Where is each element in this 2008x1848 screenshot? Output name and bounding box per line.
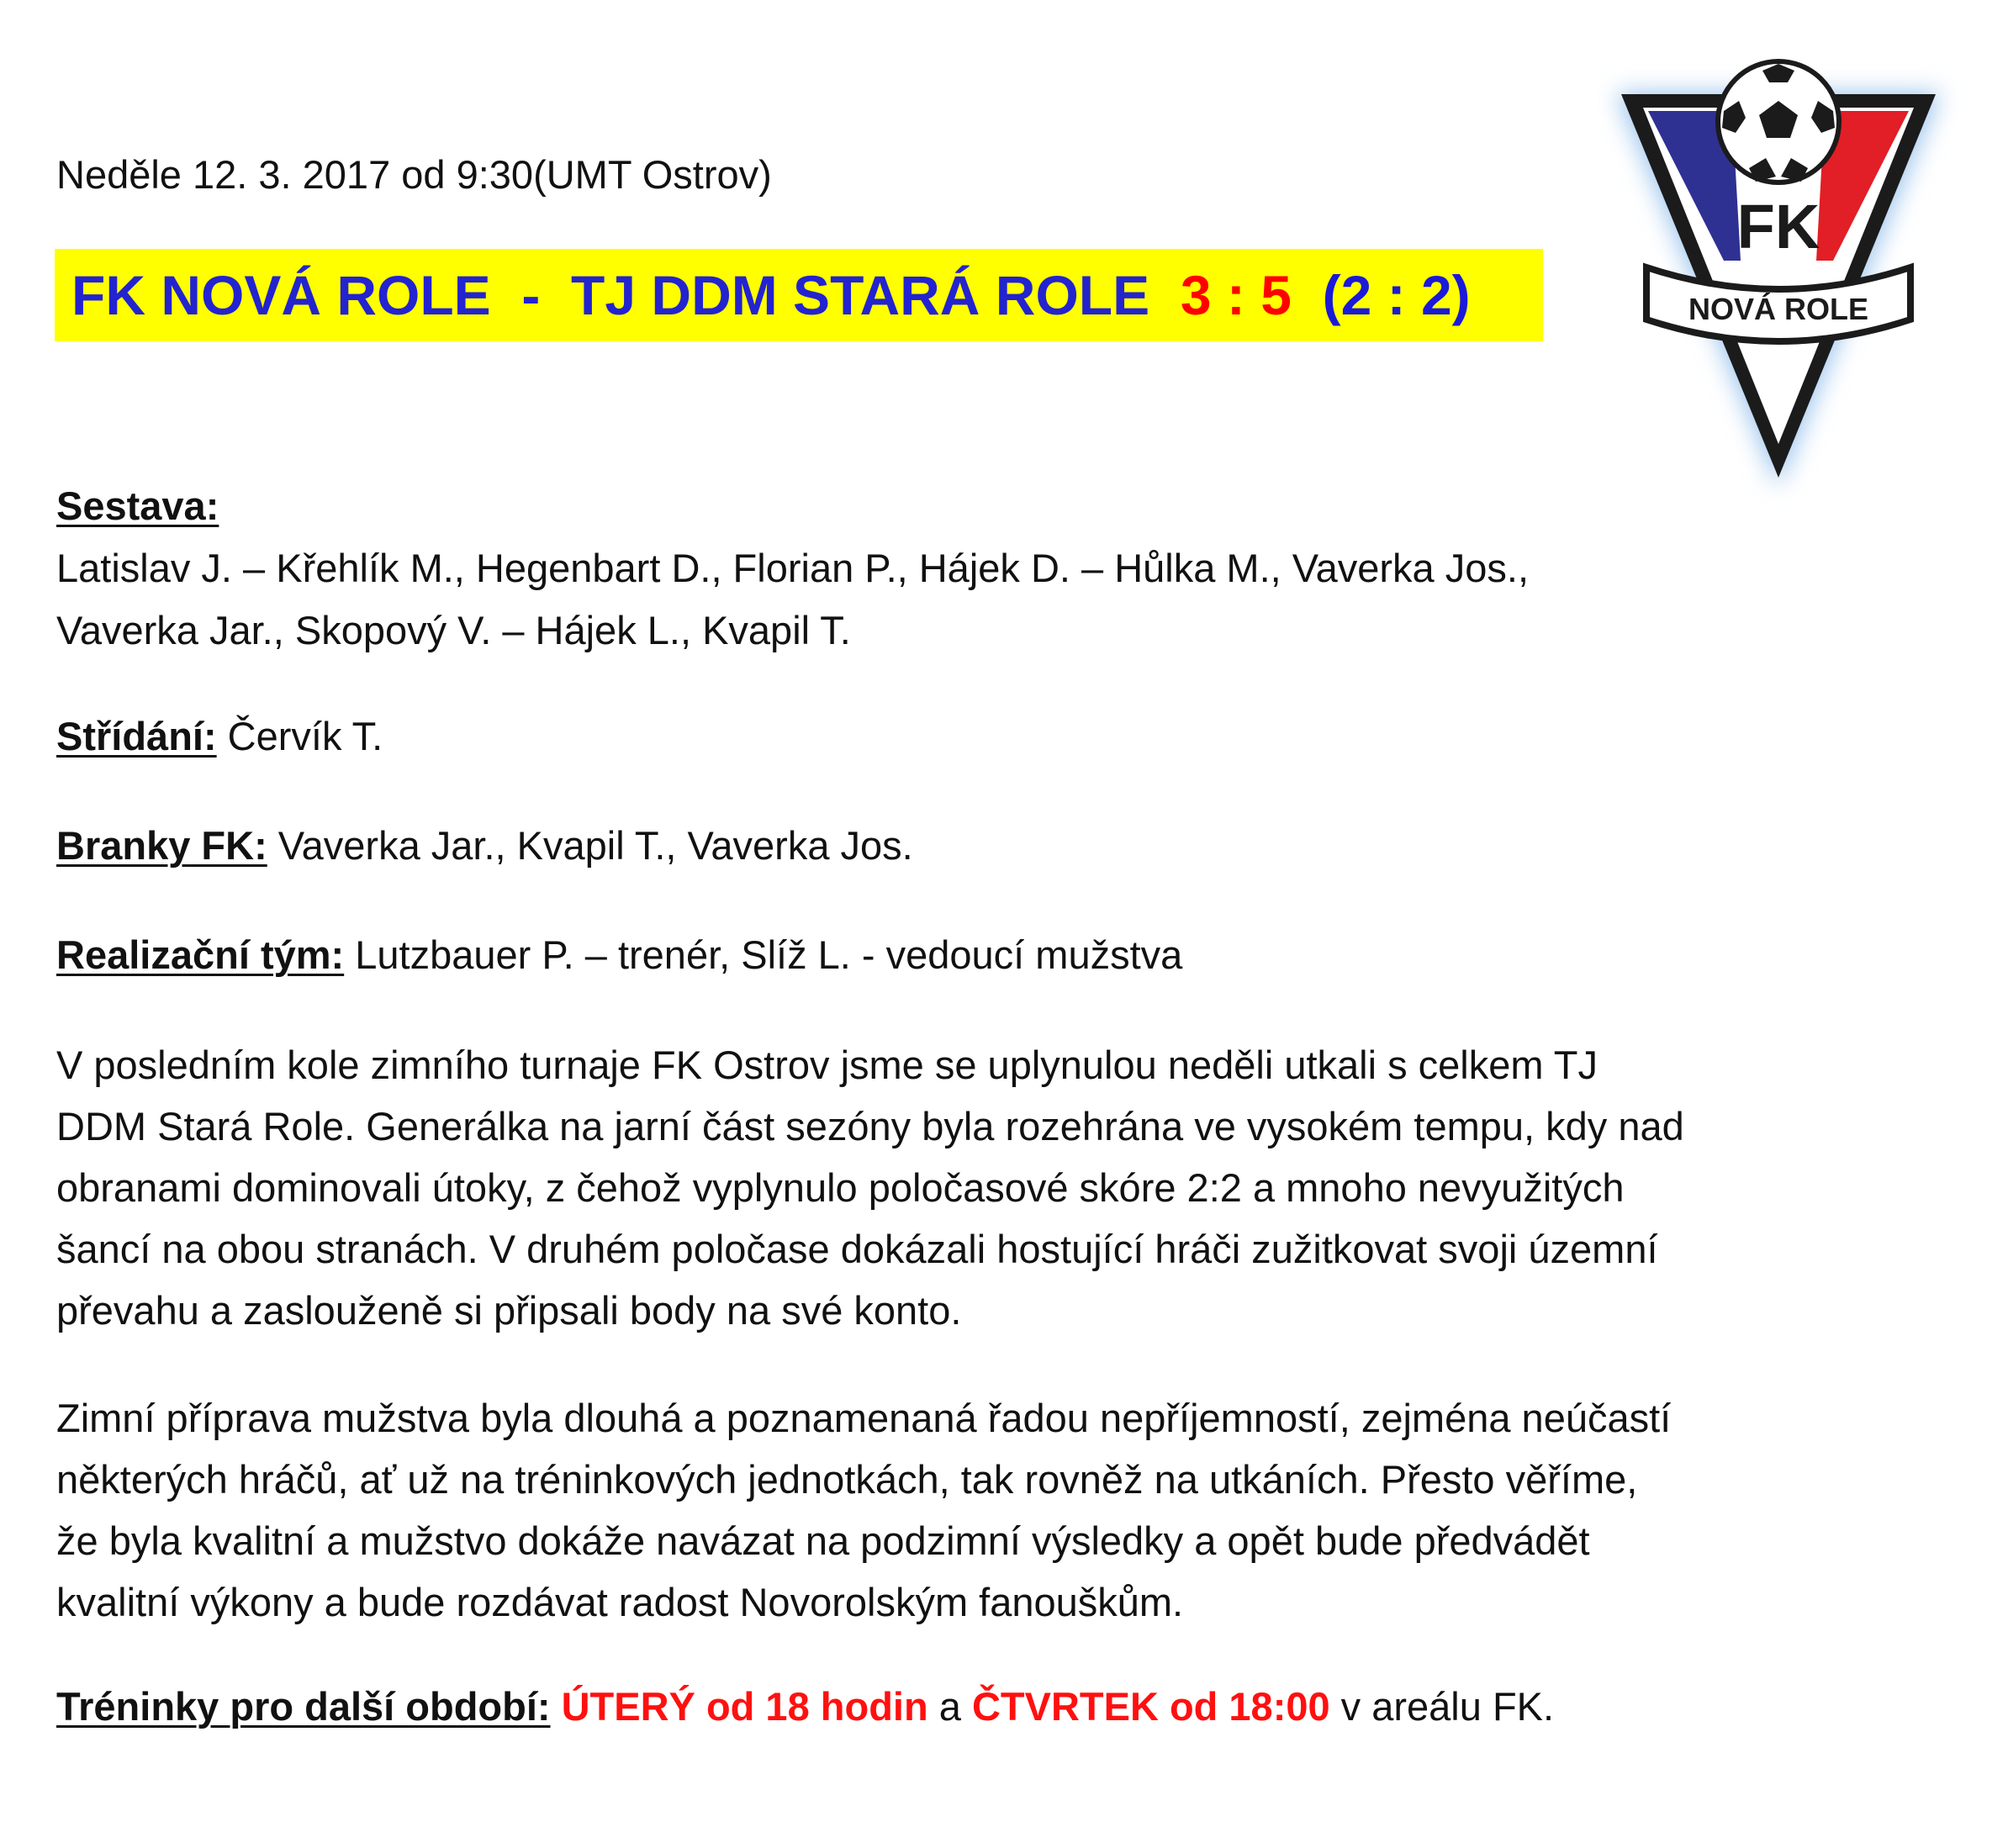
training-conj: a xyxy=(927,1684,972,1729)
paragraph-line: některých hráčů, ať už na tréninkových jednotkách, tak rovněž na utkáních. Přesto věříme, xyxy=(56,1457,1638,1502)
paragraph-line: že byla kvalitní a mužstvo dokáže navázat na podzimní výsledky a opět bude předvádět xyxy=(56,1518,1590,1563)
subs-label: Střídání: xyxy=(56,714,217,758)
report-paragraph-2 xyxy=(56,1387,1948,1633)
paragraph-line: šancí na obou stranách. V druhém poločase dokázali hostující hráči zužitkovat svoji územní xyxy=(56,1227,1658,1271)
team-separator: - xyxy=(521,264,541,326)
home-team: FK NOVÁ ROLE xyxy=(71,264,491,326)
paragraph-line: DDM Stará Role. Generálka na jarní část sezóny byla rozehrána ve vysokém tempu, kdy nad xyxy=(56,1104,1684,1148)
paragraph-line: obranami dominovali útoky, z čehož vyplynulo poločasové skóre 2:2 a mnoho nevyužitých xyxy=(56,1165,1625,1210)
goals-value: Vaverka Jar., Kvapil T., Vaverka Jos. xyxy=(267,823,913,868)
match-headline xyxy=(55,249,1543,341)
goals-row xyxy=(56,821,913,871)
staff-label: Realizační tým: xyxy=(56,932,345,977)
final-score: 3 : 5 xyxy=(1180,264,1292,326)
lineup-label-row xyxy=(56,481,219,531)
paragraph-line: převahu a zaslouženě si připsali body na své konto. xyxy=(56,1288,962,1333)
fk-nova-role-crest xyxy=(1598,34,1959,504)
training-tail: v areálu FK. xyxy=(1329,1684,1555,1729)
goals-label: Branky FK: xyxy=(56,823,267,868)
halftime-score: (2 : 2) xyxy=(1322,264,1471,326)
training-day-2: ČTVRTEK od 18:00 xyxy=(971,1684,1330,1729)
paragraph-line: Zimní příprava mužstva byla dlouhá a poznamenaná řadou nepříjemností, zejména neúčastí xyxy=(56,1396,1672,1440)
subs-row xyxy=(56,711,383,762)
match-date: Neděle 12. 3. 2017 od 9:30(UMT Ostrov) xyxy=(56,152,772,197)
subs-value: Červík T. xyxy=(216,714,383,758)
lineup-line-2: Vaverka Jar., Skopový V. – Hájek L., Kvapil T. xyxy=(56,608,851,652)
training-day-1: ÚTERÝ od 18 hodin xyxy=(561,1684,928,1729)
lineup-label: Sestava: xyxy=(56,483,219,528)
away-team: TJ DDM STARÁ ROLE xyxy=(571,264,1150,326)
lineup-line-1: Latislav J. – Křehlík M., Hegenbart D., Florian P., Hájek D. – Hůlka M., Vaverka Jos., xyxy=(56,546,1530,590)
staff-value: Lutzbauer P. – trenér, Slíž L. - vedoucí mužstva xyxy=(344,932,1183,977)
crest-fk-text: FK xyxy=(1736,192,1820,261)
crest-name-text: NOVÁ ROLE xyxy=(1688,292,1869,326)
report-paragraph-1 xyxy=(56,1034,1948,1341)
training-label: Tréninky pro další období: xyxy=(56,1684,551,1729)
training-row xyxy=(56,1682,1554,1732)
paragraph-line: V posledním kole zimního turnaje FK Ostrov jsme se uplynulou neděli utkali s celkem TJ xyxy=(56,1043,1598,1087)
paragraph-line: kvalitní výkony a bude rozdávat radost Novorolským fanouškům. xyxy=(56,1580,1184,1624)
staff-row xyxy=(56,930,1182,980)
football-icon xyxy=(1718,61,1839,182)
